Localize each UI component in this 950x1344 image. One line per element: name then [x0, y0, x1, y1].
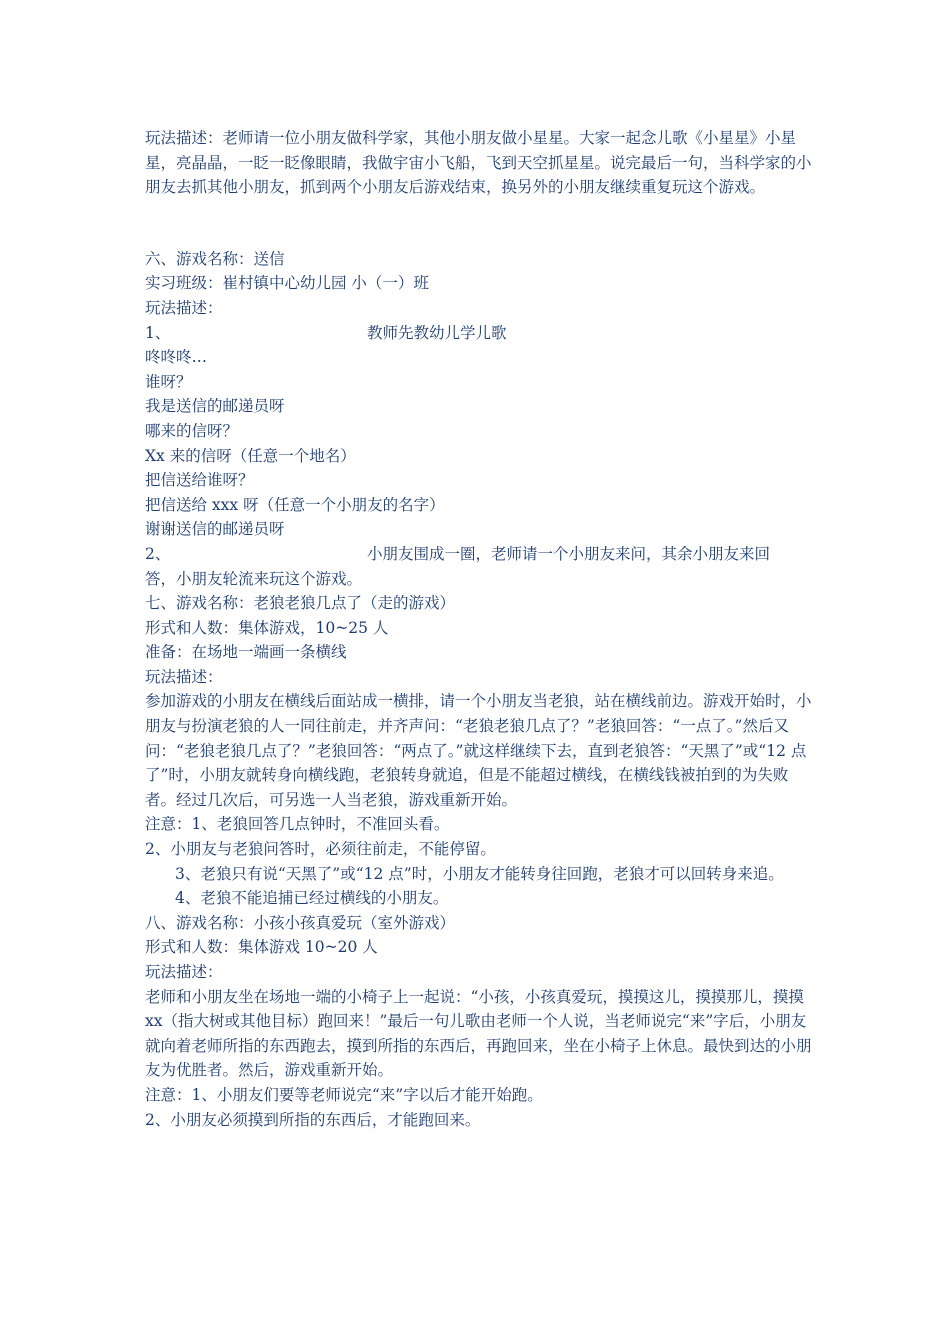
section-6-class: 实习班级：崔村镇中心幼儿园 小（一）班 [145, 274, 429, 293]
song-line: 把信送给谁呀？ [145, 471, 254, 490]
section-6-step-2-continued: 答，小朋友轮流来玩这个游戏。 [145, 569, 363, 588]
game-5-description: 玩法描述：老师请一位小朋友做科学家，其他小朋友做小星星。大家一起念儿歌《小星星》小星星，亮晶晶，一眨一眨像眼睛，我做宇宙小飞船，飞到天空抓星星。说完最后一句，当科学家的小朋友去抓其他小朋友，抓到两个小朋友后游戏结束，换另外的小朋友继续重复玩这个游戏。 [145, 129, 812, 197]
section-7-note-1: 注意：1、老狼回答几点钟时，不准回头看。 [145, 815, 450, 834]
section-7-prep: 准备：在场地一端画一条横线 [145, 643, 347, 662]
step-number: 2、 [145, 544, 171, 563]
section-8-description: 老师和小朋友坐在场地一端的小椅子上一起说：“小孩，小孩真爱玩，摸摸这儿，摸摸那儿，摸摸 xx（指大树或其他目标）跑回来！”最后一句儿歌由老师一个人说，当老师说完“来”字后，小朋友就向着老师所指的东西跑去，摸到所指的东西后，再跑回来，坐在小椅子上休息。最快到达的小朋友为优胜者。然后，游戏重新开始。 [145, 987, 812, 1080]
section-7-note-4: 4、老狼不能追捕已经过横线的小朋友。 [175, 889, 449, 908]
section-8-title: 八、游戏名称：小孩小孩真爱玩（室外游戏） [145, 913, 456, 932]
section-7-desc-label: 玩法描述： [145, 667, 223, 686]
section-7-title: 七、游戏名称：老狼老狼几点了（走的游戏） [145, 594, 456, 613]
spacer [145, 200, 815, 247]
section-8-note-1: 注意：1、小朋友们要等老师说完“来”字以后才能开始跑。 [145, 1085, 543, 1104]
section-7-form: 形式和人数：集体游戏，10~25 人 [145, 618, 389, 637]
section-8-desc-label: 玩法描述： [145, 963, 223, 981]
step-text: 教师先教幼儿学儿歌 [367, 323, 507, 342]
section-6-title: 六、游戏名称：送信 [145, 249, 285, 268]
document-page [145, 126, 815, 1132]
song-line: 谢谢送信的邮递员呀 [145, 520, 285, 539]
section-7-note-3: 3、老狼只有说“天黑了”或“12 点”时，小朋友才能转身往回跑，老狼才可以回转身来追。 [175, 864, 784, 883]
section-7-description: 参加游戏的小朋友在横线后面站成一横排，请一个小朋友当老狼，站在横线前边。游戏开始时，小朋友与扮演老狼的人一同往前走，并齐声问：“老狼老狼几点了？”老狼回答：“一点了。”然后又问：“老狼老狼几点了？”老狼回答：“两点了。”就这样继续下去，直到老狼答：“天黑了”或“12 点了”时，小朋友就转身向横线跑，老狼转身就追，但是不能超过横线，在横线钱被拍到的为失败者。经过几次后，可另选一人当老狼，游戏重新开始。 [145, 692, 812, 809]
song-line: Xx 来的信呀（任意一个地名） [145, 446, 356, 465]
section-8-form: 形式和人数：集体游戏 10~20 人 [145, 938, 378, 957]
section-8-note-2: 2、小朋友必须摸到所指的东西后，才能跑回来。 [145, 1110, 481, 1129]
step-number: 1、 [145, 323, 171, 342]
section-6-step-1 [145, 321, 815, 346]
section-6-step-2 [145, 542, 815, 567]
song-line: 谁呀？ [145, 372, 192, 391]
section-6-desc-label: 玩法描述： [145, 298, 223, 317]
step-text: 小朋友围成一圈，老师请一个小朋友来问，其余小朋友来回 [367, 544, 771, 563]
song-line: 我是送信的邮递员呀 [145, 397, 285, 416]
section-7-note-2: 2、小朋友与老狼问答时，必须往前走，不能停留。 [145, 840, 496, 859]
song-line: 哪来的信呀？ [145, 421, 239, 440]
song-line: 咚咚咚… [145, 348, 208, 367]
song-line: 把信送给 xxx 呀（任意一个小朋友的名字） [145, 495, 445, 514]
